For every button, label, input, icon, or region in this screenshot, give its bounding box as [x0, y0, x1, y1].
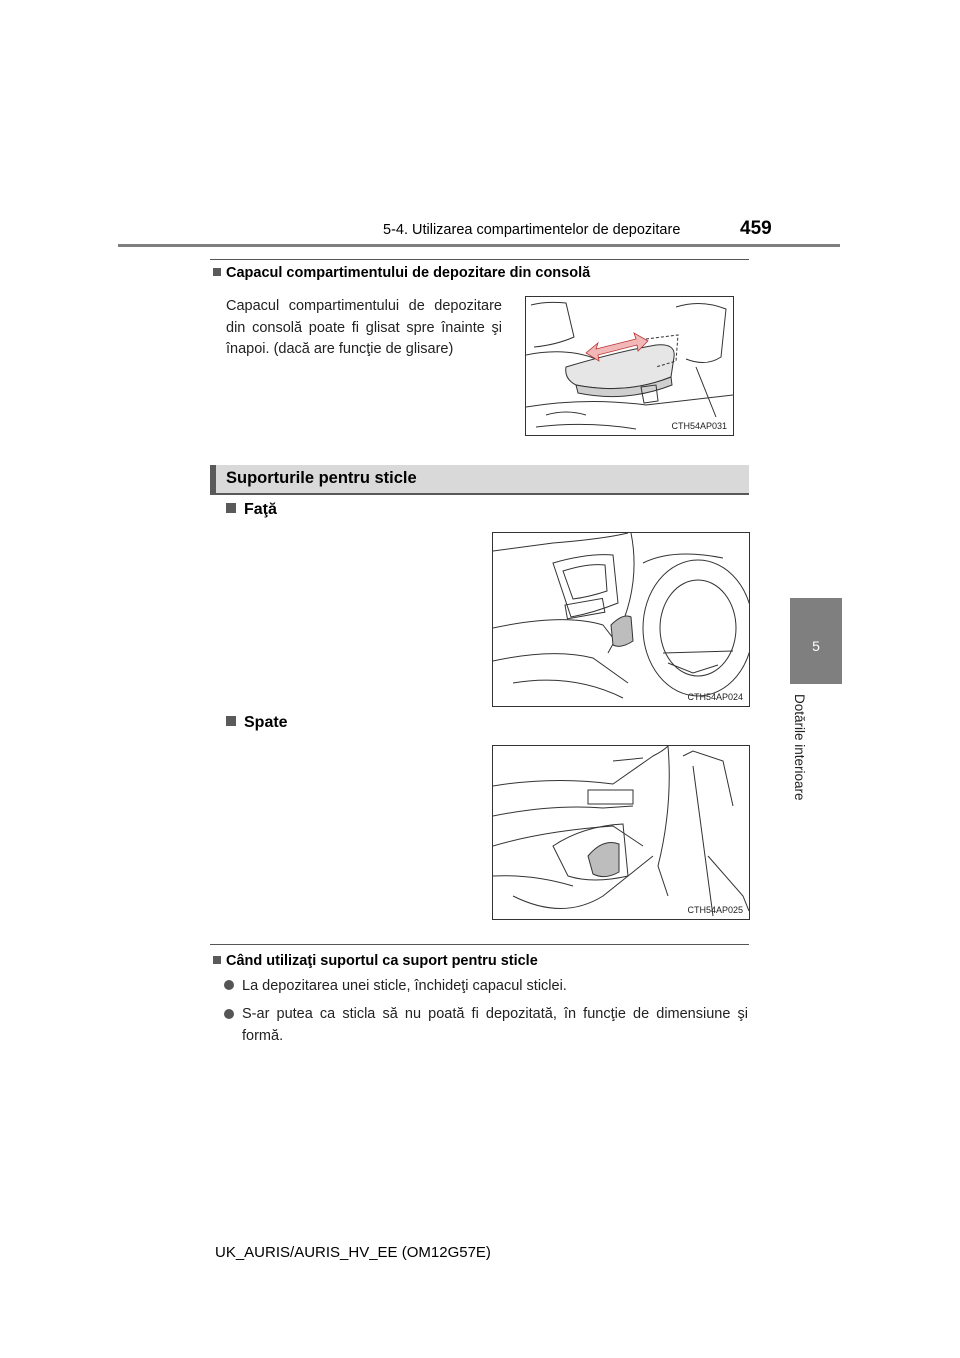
section-rule: [210, 259, 749, 260]
rear-heading: Spate: [226, 714, 288, 732]
figure-code: CTH54AP031: [671, 421, 727, 431]
console-text: Capacul compartimentului de depozitare din consolă poate fi glisat spre înainte şi înapoi. (dacă are funcţie de glisare): [226, 298, 502, 357]
usage-note-heading: Când utilizaţi suportul ca suport pentru sticle: [213, 953, 538, 969]
rear-bottle-holder-figure: [492, 745, 750, 920]
chapter-number: 5: [812, 638, 820, 654]
bullet-dot-icon: [224, 980, 234, 990]
front-bottle-holder-figure: [492, 532, 750, 707]
section-title-underline: [210, 493, 749, 495]
usage-note-bullet: S-ar putea ca sticla să nu poată fi depozitată, în funcţie de dimensiune şi formă.: [224, 1004, 748, 1047]
console-heading: Capacul compartimentului de depozitare din consolă: [213, 265, 590, 281]
note-rule: [210, 944, 749, 945]
bullet-dot-icon: [224, 1009, 234, 1019]
console-lid-illustration: [526, 297, 733, 435]
square-bullet-icon: [213, 956, 221, 964]
chapter-tab: [790, 598, 842, 684]
square-bullet-icon: [226, 503, 236, 513]
square-bullet-icon: [213, 268, 221, 276]
front-bottle-holder-illustration: [493, 533, 749, 706]
section-title-bar: [210, 465, 749, 494]
header-rule: [118, 244, 840, 247]
footer-model-code: UK_AURIS/AURIS_HV_EE (OM12G57E): [215, 1244, 491, 1261]
front-heading: Faţă: [226, 501, 277, 519]
usage-note-bullet: La depozitarea unei sticle, închideţi capacul sticlei.: [224, 976, 748, 998]
figure-code: CTH54AP024: [687, 692, 743, 702]
chapter-label: [792, 694, 823, 814]
rear-bottle-holder-illustration: [493, 746, 749, 919]
console-lid-figure: [525, 296, 734, 436]
square-bullet-icon: [226, 716, 236, 726]
section-title: Suporturile pentru sticle: [226, 469, 417, 487]
header-title: 5-4. Utilizarea compartimentelor de depozitare: [383, 222, 681, 238]
chapter-label-text: Dotările interioare: [792, 694, 807, 801]
page-number: 459: [740, 218, 772, 239]
figure-code: CTH54AP025: [687, 905, 743, 915]
